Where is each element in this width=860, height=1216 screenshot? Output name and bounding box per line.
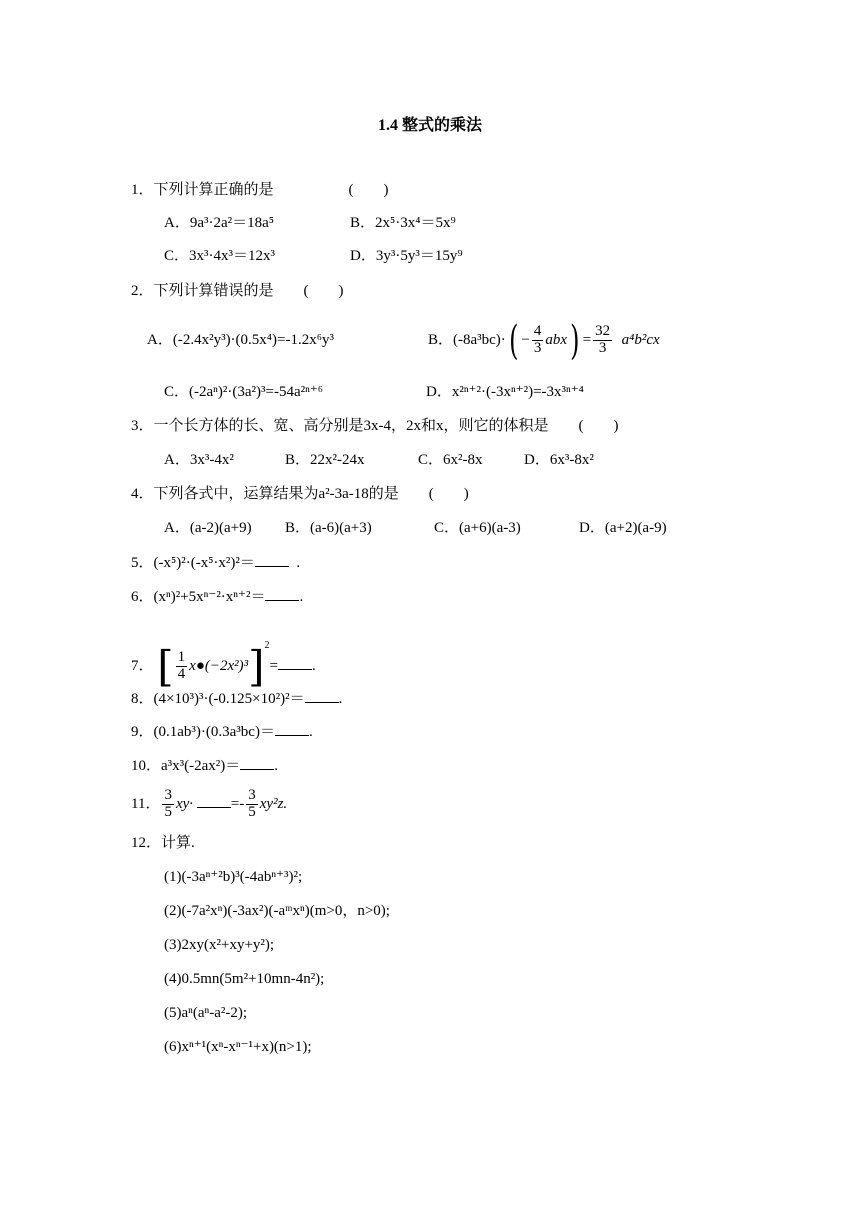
question-12-stem: 12．计算. bbox=[131, 835, 195, 851]
question-3-stem: 3．一个长方体的长、宽、高分别是3x-4，2x和x，则它的体积是 ( ) bbox=[131, 418, 619, 434]
question-12-item: (3)2xy(x²+xy+y²); bbox=[164, 937, 275, 953]
question-8 bbox=[131, 688, 342, 709]
question-2-option-b-tail: a⁴b²cx bbox=[621, 332, 660, 348]
question-11-tail: xy²z. bbox=[259, 796, 288, 812]
question-4-option-b: B．(a-6)(a+3) bbox=[285, 520, 372, 536]
question-8-text: 8．(4×10³)³·(-0.125×10²)²＝ bbox=[131, 691, 305, 707]
fraction-denominator: 5 bbox=[248, 804, 256, 821]
question-11-mid: xy· bbox=[175, 796, 194, 812]
answer-blank bbox=[305, 688, 339, 703]
fraction-numerator: 3 bbox=[164, 787, 172, 804]
result-fraction bbox=[593, 324, 612, 357]
question-10-text: 10．a³x³(-2ax²)＝ bbox=[131, 758, 241, 774]
answer-blank bbox=[275, 721, 309, 736]
left-bracket: [ bbox=[157, 641, 174, 691]
question-2-option-b-term: abx bbox=[545, 332, 568, 348]
question-5-text: 5．(-x⁵)²·(-x⁵·x²)²＝ bbox=[131, 555, 255, 571]
question-3-option-b: B．22x²-24x bbox=[285, 452, 365, 468]
question-9-end: . bbox=[308, 724, 313, 740]
question-2-option-c: C．(-2aⁿ)²·(3a²)³=-54a²ⁿ⁺⁶ bbox=[164, 384, 323, 400]
question-3-option-c: C．6x²-8x bbox=[418, 452, 483, 468]
question-6-text: 6．(xⁿ)²+5xⁿ⁻²·xⁿ⁺²＝ bbox=[131, 589, 266, 605]
question-1-option-b: B．2x⁵·3x⁴＝5x⁹ bbox=[350, 215, 456, 231]
question-1-stem: 1．下列计算正确的是 ( ) bbox=[131, 182, 389, 198]
answer-blank bbox=[255, 552, 289, 567]
fraction bbox=[532, 324, 544, 357]
answer-blank bbox=[278, 655, 312, 670]
question-5-end: . bbox=[296, 555, 301, 571]
question-1-option-d: D．3y³·5y³＝15y⁹ bbox=[350, 248, 463, 264]
answer-blank bbox=[265, 586, 299, 601]
question-5 bbox=[131, 552, 300, 573]
fraction-denominator: 5 bbox=[164, 804, 172, 821]
question-9-text: 9．(0.1ab³)·(0.3a³bc)＝ bbox=[131, 724, 275, 740]
fraction-2 bbox=[246, 788, 258, 821]
question-2-option-b-prefix: B．(-8a³bc)· bbox=[428, 332, 506, 348]
question-3-option-a: A．3x³-4x² bbox=[164, 452, 234, 468]
equals-sign: = bbox=[582, 332, 592, 348]
question-4-option-a: A．(a-2)(a+9) bbox=[164, 520, 252, 536]
question-7-label: 7． bbox=[131, 658, 154, 674]
page-title: 1.4 整式的乘法 bbox=[377, 117, 482, 134]
question-12-item: (6)xⁿ⁺¹(xⁿ-xⁿ⁻¹+x)(n>1); bbox=[164, 1039, 312, 1055]
question-7-end: . bbox=[312, 658, 316, 674]
question-2-stem: 2．下列计算错误的是 ( ) bbox=[131, 283, 344, 299]
question-4-option-c: C．(a+6)(a-3) bbox=[434, 520, 521, 536]
question-8-end: . bbox=[338, 691, 343, 707]
question-1-option-c: C．3x³·4x³＝12x³ bbox=[164, 248, 275, 264]
equals-sign: = bbox=[269, 658, 278, 674]
question-11 bbox=[131, 782, 287, 826]
question-2-option-d: D．x²ⁿ⁺²·(-3xⁿ⁺²)=-3x³ⁿ⁺⁴ bbox=[426, 384, 584, 400]
question-12-item: (1)(-3aⁿ⁺²b)³(-4abⁿ⁺³)²; bbox=[164, 869, 303, 885]
question-10-end: . bbox=[274, 758, 279, 774]
fraction bbox=[162, 788, 174, 821]
right-bracket: ] bbox=[248, 641, 265, 691]
question-11-label: 11． bbox=[131, 796, 161, 812]
fraction-numerator: 4 bbox=[533, 323, 542, 340]
fraction-numerator: 1 bbox=[177, 649, 186, 666]
fraction-numerator: 3 bbox=[248, 787, 256, 804]
question-4-stem: 4．下列各式中，运算结果为a²-3a-18的是 ( ) bbox=[131, 486, 469, 502]
question-7-exponent: 2 bbox=[264, 640, 270, 651]
fraction-denominator: 3 bbox=[533, 340, 542, 357]
right-paren: ) bbox=[570, 317, 580, 364]
answer-blank bbox=[197, 793, 231, 808]
question-6 bbox=[131, 586, 303, 607]
question-9 bbox=[131, 721, 313, 742]
question-7-inner: x●(−2x²)³ bbox=[189, 658, 249, 674]
fraction bbox=[176, 650, 188, 683]
fraction-denominator: 4 bbox=[177, 666, 186, 683]
question-12-item: (4)0.5mn(5m²+10mn-4n²); bbox=[164, 971, 325, 987]
question-11-equals: =- bbox=[230, 796, 245, 812]
result-numerator: 32 bbox=[595, 323, 611, 340]
question-2-option-a: A．(-2.4x²y³)·(0.5x⁴)=-1.2x⁶y³ bbox=[147, 332, 334, 348]
question-12-item: (2)(-7a²xⁿ)(-3ax²)(-aᵐxⁿ)(m>0，n>0); bbox=[164, 903, 390, 919]
result-denominator: 3 bbox=[598, 340, 607, 357]
left-paren: ( bbox=[508, 317, 519, 364]
question-4-option-d: D．(a+2)(a-9) bbox=[579, 520, 667, 536]
question-2-option-b: B．(-8a³bc)·( − $\frac{4}{3}$ abx) = $\frac{32}{3}$ a⁴b²cx bbox=[428, 317, 660, 364]
question-10 bbox=[131, 755, 278, 776]
question-3-option-d: D．6x³-8x² bbox=[524, 452, 594, 468]
question-12-item: (5)aⁿ(aⁿ-a²-2); bbox=[164, 1005, 248, 1021]
question-6-end: . bbox=[299, 589, 304, 605]
question-7 bbox=[131, 622, 316, 690]
answer-blank bbox=[240, 755, 274, 770]
question-1-option-a: A．9a³·2a²＝18a⁵ bbox=[164, 215, 275, 231]
